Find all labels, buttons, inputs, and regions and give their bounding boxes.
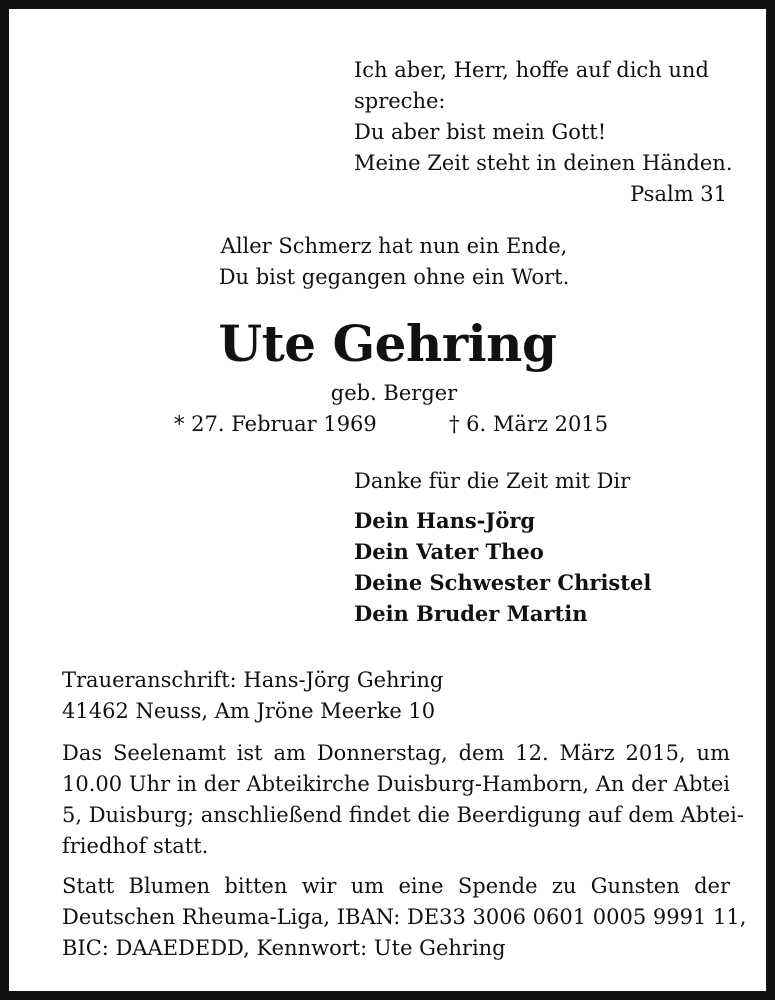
address-line: 41462 Neuss, Am Jröne Meerke 10 (62, 699, 436, 723)
family-member: Dein Hans-Jörg (354, 508, 536, 533)
quote-line: Aller Schmerz hat nun ein Ende, (220, 234, 568, 258)
service-paragraph (62, 738, 744, 862)
psalm-line: Du aber bist mein Gott! (354, 120, 607, 144)
donation-paragraph (62, 871, 747, 964)
mourning-address (62, 665, 443, 727)
family-list (354, 505, 651, 629)
service-line: 5, Duisburg; anschließend findet die Beerdigung auf dem Abtei- (62, 803, 744, 827)
address-line: Traueranschrift: Hans-Jörg Gehring (62, 668, 444, 692)
family-member: Dein Vater Theo (354, 539, 544, 564)
psalm-verse (354, 55, 734, 210)
psalm-line: Ich aber, Herr, hoffe auf dich und (354, 58, 709, 82)
thanks-line: Danke für die Zeit mit Dir (354, 469, 631, 493)
donation-line: Deutschen Rheuma-Liga, IBAN: DE33 3006 0601 0005 9991 11, (62, 905, 747, 929)
maiden-name: geb. Berger (330, 381, 458, 405)
donation-line: Statt Blumen bitten wir um eine Spende zu Gunsten der (62, 874, 730, 898)
memorial-quote (159, 231, 629, 293)
death-date: † 6. März 2015 (449, 412, 609, 436)
service-line: friedhof statt. (62, 834, 209, 858)
psalm-line: spreche: (354, 89, 446, 113)
deceased-name: Ute Gehring (218, 314, 557, 373)
psalm-reference: Psalm 31 (630, 182, 727, 206)
family-member: Deine Schwester Christel (354, 570, 652, 595)
family-member: Dein Bruder Martin (354, 601, 588, 626)
birth-date: * 27. Februar 1969 (174, 412, 377, 436)
psalm-line: Meine Zeit steht in deinen Händen. (354, 151, 733, 175)
donation-line: BIC: DAAEDEDD, Kennwort: Ute Gehring (62, 936, 506, 960)
quote-line: Du bist gegangen ohne ein Wort. (218, 265, 570, 289)
service-line: 10.00 Uhr in der Abteikirche Duisburg-Hamborn, An der Abtei (62, 772, 730, 796)
service-line: Das Seelenamt ist am Donnerstag, dem 12. März 2015, um (62, 741, 730, 765)
